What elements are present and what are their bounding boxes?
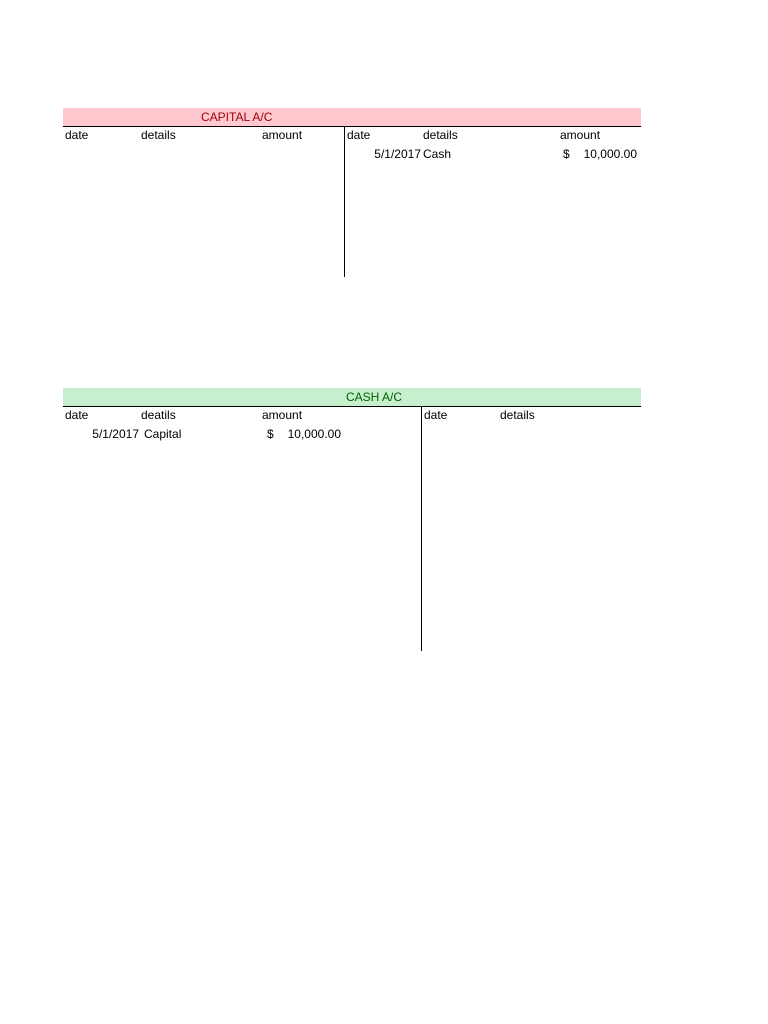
cash-debit-row-details: Capital bbox=[144, 427, 182, 441]
cash-debit-header-date: date bbox=[65, 408, 89, 422]
capital-credit-header-amount: amount bbox=[560, 128, 601, 142]
capital-debit-header-details: details bbox=[141, 128, 176, 142]
cash-credit-header-details: details bbox=[500, 408, 535, 422]
capital-credit-header-details: details bbox=[423, 128, 458, 142]
cash-credit-header-date: date bbox=[424, 408, 448, 422]
capital-credit-row-details: Cash bbox=[423, 147, 452, 161]
cash-debit-header-amount: amount bbox=[262, 408, 303, 422]
capital-debit-header-amount: amount bbox=[262, 128, 303, 142]
capital-credit-row-date: 5/1/2017 bbox=[374, 147, 421, 161]
capital-ledger-title: CAPITAL A/C bbox=[201, 110, 273, 124]
capital-credit-row-amount: 10,000.00 bbox=[583, 147, 637, 161]
capital-debit-header-date: date bbox=[65, 128, 89, 142]
capital-credit-row-currency: $ bbox=[563, 147, 570, 161]
cash-debit-row-date: 5/1/2017 bbox=[92, 427, 139, 441]
cash-debit-header-details: deatils bbox=[141, 408, 176, 422]
cash-ledger-title-bar bbox=[63, 388, 641, 406]
cash-ledger-center-rule bbox=[421, 407, 422, 651]
capital-ledger-title-bar bbox=[63, 108, 641, 126]
capital-ledger-center-rule bbox=[344, 127, 345, 277]
cash-debit-row-amount: 10,000.00 bbox=[287, 427, 341, 441]
cash-debit-row-currency: $ bbox=[267, 427, 274, 441]
capital-credit-header-date: date bbox=[347, 128, 371, 142]
cash-ledger-title: CASH A/C bbox=[346, 390, 403, 404]
